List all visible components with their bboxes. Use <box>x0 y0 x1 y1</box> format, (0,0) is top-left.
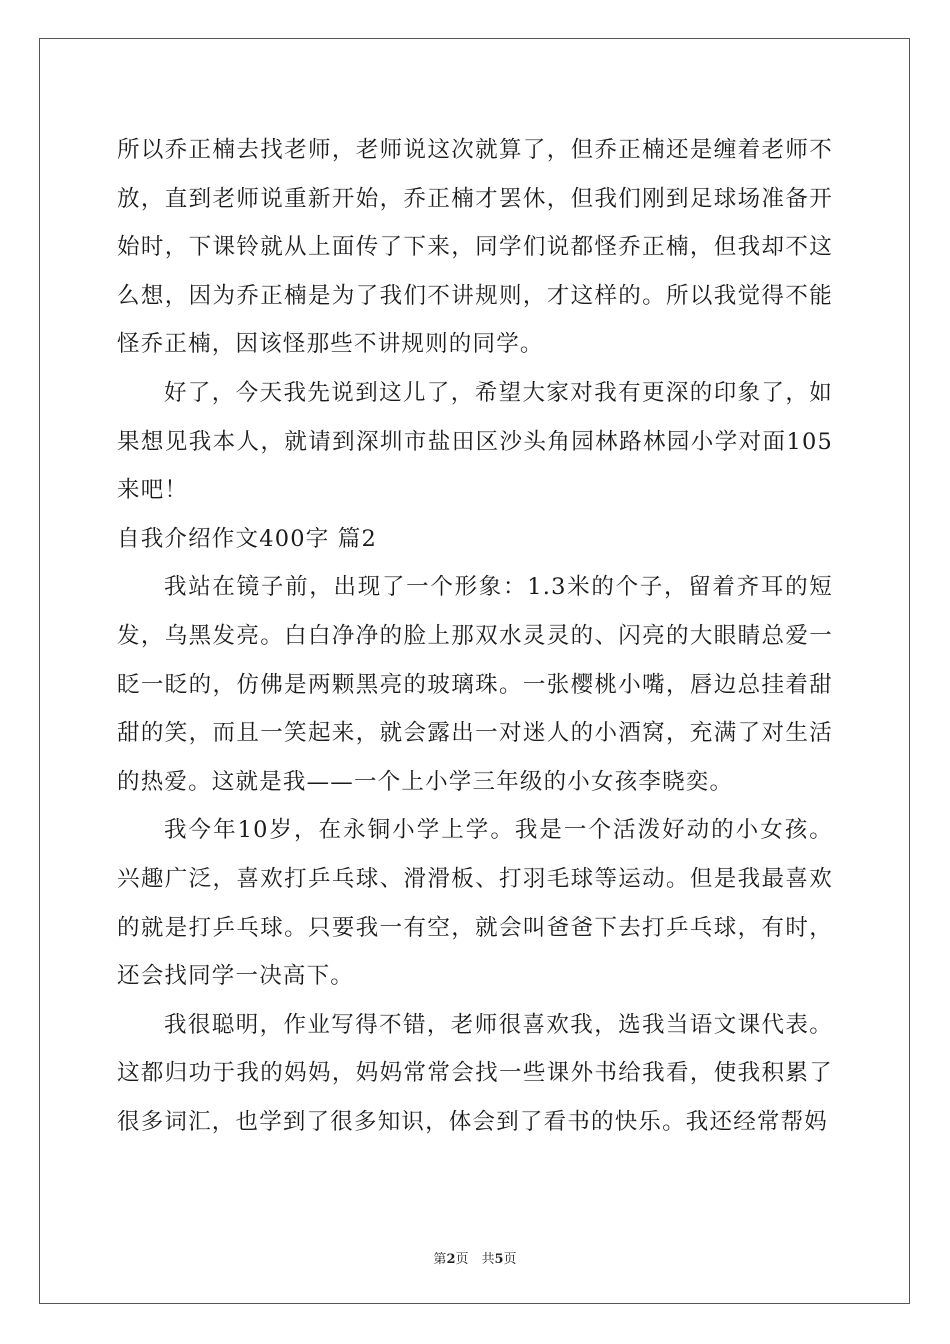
text-line: 怪乔正楠，因该怪那些不讲规则的同学。 <box>117 331 544 358</box>
paragraph-group-before <box>117 126 833 515</box>
text-line: 眨一眨的，仿佛是两颗黑亮的玻璃珠。一张樱桃小嘴，唇边总挂着甜 <box>117 671 833 698</box>
text-line: 始时，下课铃就从上面传了下来，同学们说都怪乔正楠，但我却不这 <box>117 234 833 261</box>
section-heading: 自我介绍作文400字 篇2 <box>117 525 378 552</box>
paragraph-group-after <box>117 563 833 1146</box>
text-line: 的就是打乒乓球。只要我一有空，就会叫爸爸下去打乒乓球，有时， <box>117 914 833 941</box>
text-line: 兴趣广泛，喜欢打乒乓球、滑滑板、打羽毛球等运动。但是我最喜欢 <box>117 865 833 892</box>
document-body <box>117 126 833 1146</box>
text-line: 来吧！ <box>117 477 189 504</box>
footer-mid: 页 共 <box>455 1252 495 1267</box>
paragraph-p1 <box>117 126 833 369</box>
footer-page-total: 5 <box>494 1252 504 1267</box>
footer-prefix: 第 <box>433 1252 447 1267</box>
text-line: 这都归功于我的妈妈，妈妈常常会找一些课外书给我看，使我积累了 <box>117 1060 833 1087</box>
text-line: 我站在镜子前，出现了一个形象：1.3米的个子，留着齐耳的短 <box>164 574 833 601</box>
text-line: 果想见我本人，就请到深圳市盐田区沙头角园林路林园小学对面105 <box>117 428 833 455</box>
text-line: 放，直到老师说重新开始，乔正楠才罢休，但我们刚到足球场准备开 <box>117 185 833 212</box>
text-line: 的热爱。这就是我——一个上小学三年级的小女孩李晓奕。 <box>117 768 734 795</box>
text-line: 么想，因为乔正楠是为了我们不讲规则，才这样的。所以我觉得不能 <box>117 282 833 309</box>
text-line: 所以乔正楠去找老师，老师说这次就算了，但乔正楠还是缠着老师不 <box>117 137 833 163</box>
footer-suffix: 页 <box>503 1252 517 1267</box>
text-line: 好了，今天我先说到这儿了，希望大家对我有更深的印象了，如 <box>164 379 833 406</box>
text-line: 发，乌黑发亮。白白净净的脸上那双水灵灵的、闪亮的大眼睛总爱一 <box>117 622 833 649</box>
paragraph-p3 <box>117 563 833 806</box>
text-line: 我很聪明，作业写得不错，老师很喜欢我，选我当语文课代表。 <box>164 1011 833 1038</box>
page-footer <box>0 1248 950 1267</box>
text-line: 我今年10岁，在永铜小学上学。我是一个活泼好动的小女孩。 <box>164 817 833 844</box>
text-line: 甜的笑，而且一笑起来，就会露出一对迷人的小酒窝，充满了对生活 <box>117 720 833 747</box>
footer-page-current: 2 <box>446 1252 456 1267</box>
paragraph-p2 <box>117 369 833 515</box>
text-line: 很多词汇，也学到了很多知识，体会到了看书的快乐。我还经常帮妈 <box>117 1108 829 1135</box>
paragraph-p5 <box>117 1001 833 1147</box>
text-line: 还会找同学一决高下。 <box>117 963 355 990</box>
paragraph-p4 <box>117 806 833 1000</box>
